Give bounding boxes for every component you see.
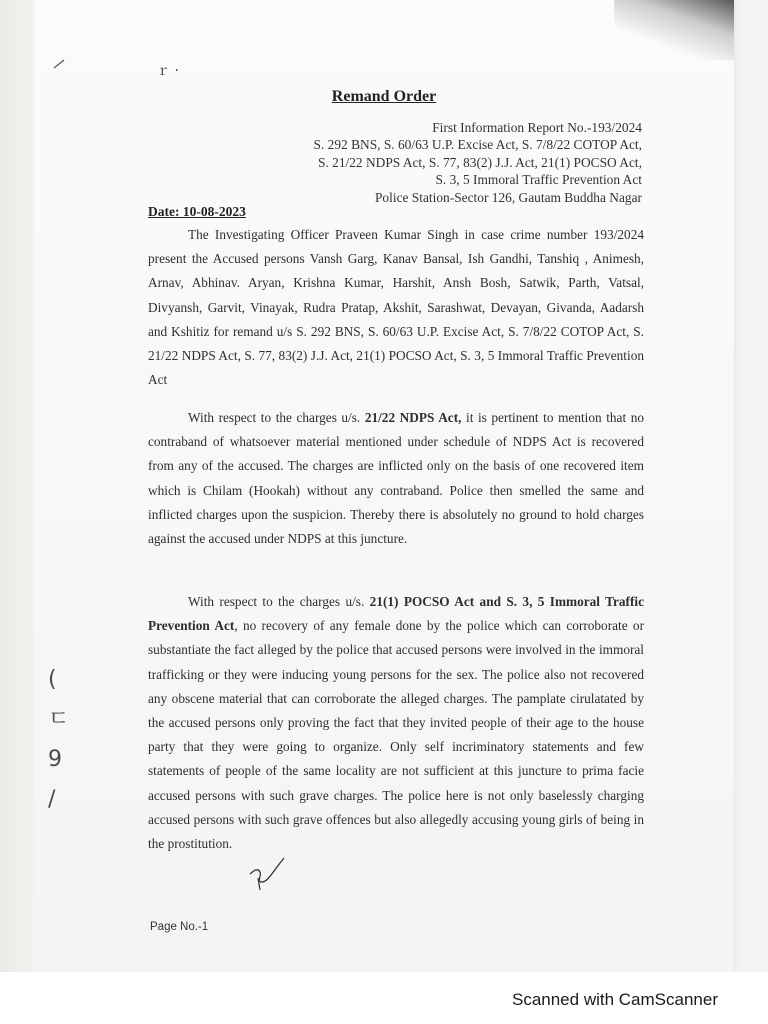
margin-binding-marks: ( ㄷ 9 / (48, 667, 70, 812)
paragraph-body: , no recovery of any female done by the police which can corroborate or substantiate the fact alleged by the police that accused persons were involved in the immoral trafficking or they were inducing young persons for the sex. The police also not recovered any obscene material that can corroborate the alleged charges. The pamplate cirulatated by the accused persons only proving the fact that they invited people of their age to the house party that they were going to organize. Only self incriminatory statements and few statements of people of the same locality are not sufficient at this juncture to prima facie accused persons with such grave charges. The police here is not only baselessly charging accused persons with such grave offences but also allegedly accusing young girls of being in the prostitution. (148, 618, 645, 852)
fir-line: S. 21/22 NDPS Act, S. 77, 83(2) J.J. Act, 21(1) POCSO Act, (317, 154, 642, 170)
fir-line: S. 3, 5 Immoral Traffic Prevention Act (435, 172, 642, 188)
paragraph-body: it is pertinent to mention that no contraband of whatsoever material mentioned under schedule of NDPS Act is recovered from any of the accused. The charges are inflicted only on the basis of one recovered item which is Chilam (Hookah) without any contraband. Police then smelled the same and inflicted charges upon the suspicion. Thereby there is absolutely no ground to hold charges against the accused under NDPS at this juncture. (148, 410, 644, 547)
paragraph-pocso (148, 590, 644, 856)
paragraph-text (148, 406, 644, 551)
paragraph-lead: With respect to the charges u/s. (188, 594, 370, 609)
paragraph-text (148, 590, 644, 856)
corner-shadow (614, 0, 734, 60)
scanner-watermark: Scanned with CamScanner (511, 990, 718, 1009)
fir-details (314, 119, 642, 206)
paragraph-accused (148, 223, 644, 392)
fir-line: Police Station-Sector 126, Gautam Buddha Nagar (374, 189, 642, 205)
left-edge-shade (0, 0, 34, 972)
fir-line: First Information Report No.-193/2024 (432, 120, 642, 135)
fir-line: S. 292 BNS, S. 60/63 U.P. Excise Act, S. 7/8/22 COTOP Act, (313, 137, 642, 153)
scribble-mark: ｒ · (156, 63, 179, 79)
handwritten-initial (244, 852, 288, 892)
pen-stroke-mark (52, 56, 76, 70)
paragraph-lead: With respect to the charges u/s. (188, 410, 365, 425)
document-title: Remand Order (331, 88, 437, 105)
paragraph-text: The Investigating Officer Praveen Kumar Singh in case crime number 193/2024 present the Accused persons Vansh Garg, Kanav Bansal, Ish Gandhi, Tanshiq , Animesh, Arnav, Abhinav. Aryan, Krishna Kumar, Harshit, Ansh Bosh, Satwik, Parth, Vatsal, Divyansh, Garvit, Vinayak, Rudra Pratap, Akshit, Sarashwat, Devayan, Givanda, Aadarsh and Kshitiz for remand u/s S. 292 BNS, S. 60/63 U.P. Excise Act, S. 7/8/22 COTOP Act, S. 21/22 NDPS Act, S. 77, 83(2) J.J. Act, 21(1) POCSO Act, S. 3, 5 Immoral Traffic Prevention Act (148, 227, 644, 388)
page-number: Page No.-1 (150, 921, 209, 933)
order-date: Date: 10-08-2023 (148, 204, 246, 219)
paragraph-ndps (148, 406, 644, 551)
charge-pocso: 21(1) POCSO Act and S. 3, 5 Immoral Traffic Prevention Act (148, 594, 644, 634)
charge-ndps: 21/22 NDPS Act, (364, 410, 462, 425)
